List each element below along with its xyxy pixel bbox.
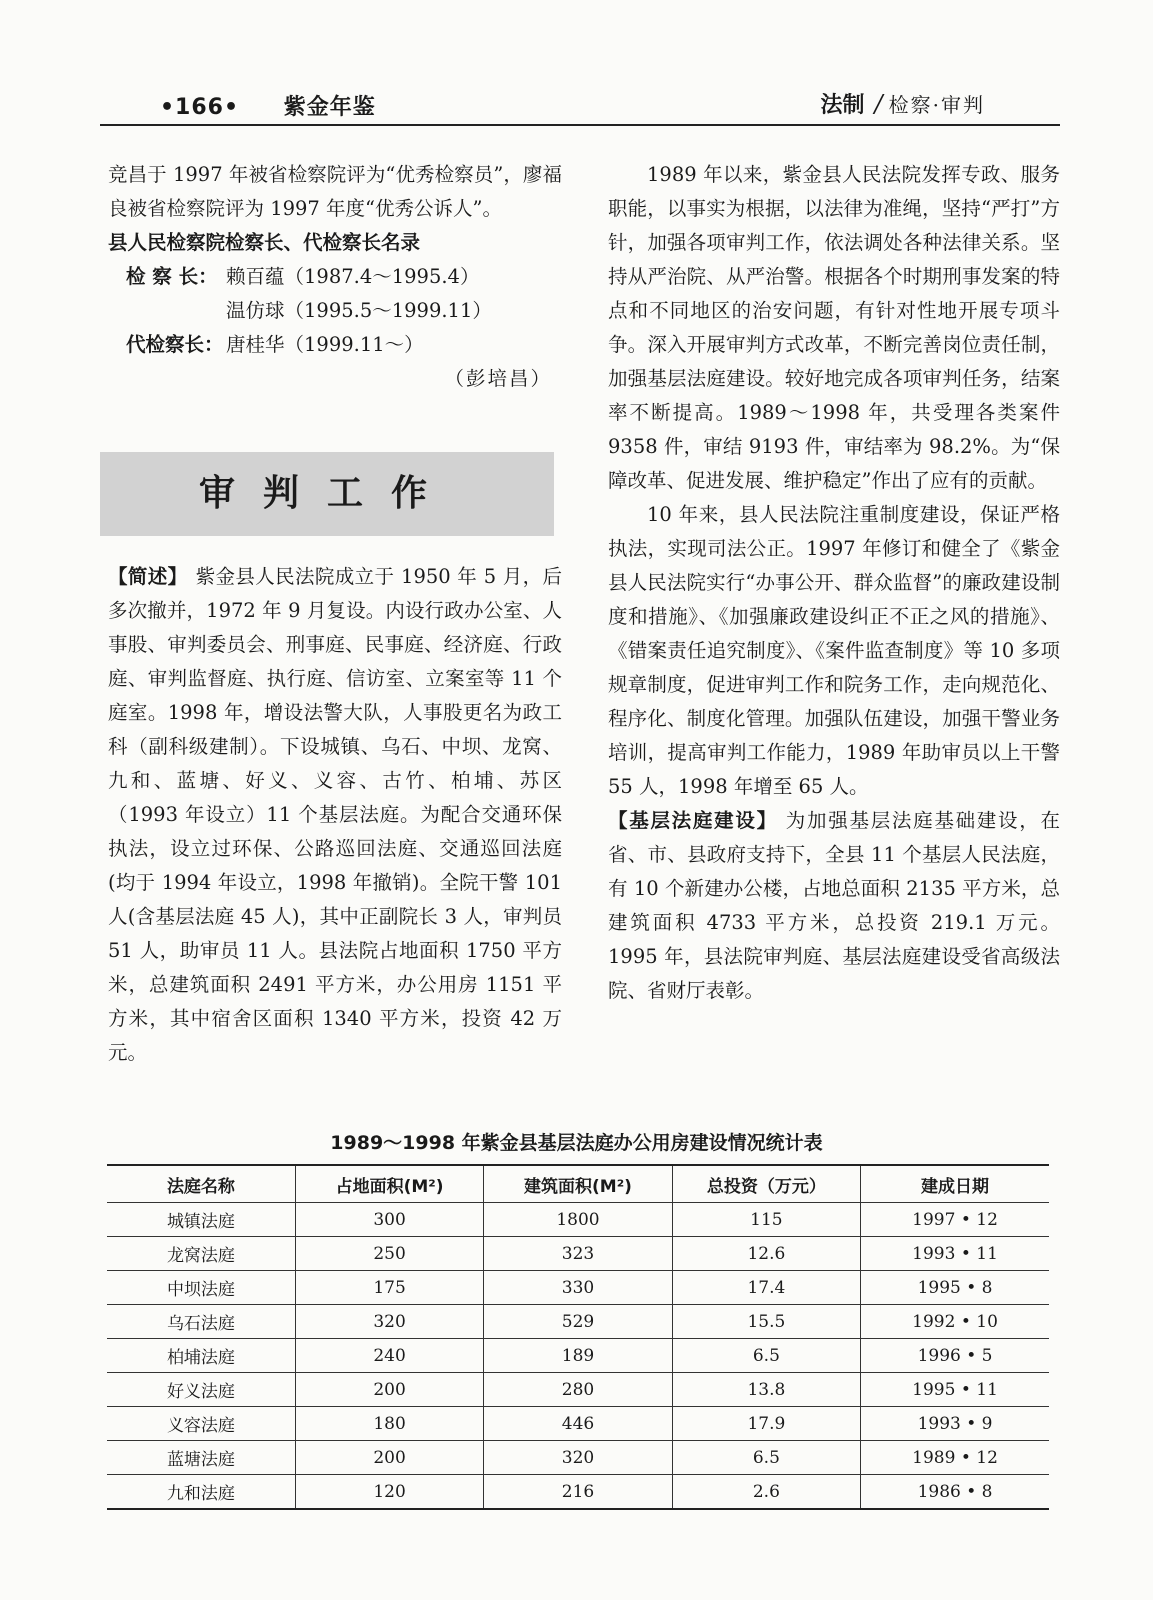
cell-floor-area: 280 (484, 1373, 672, 1407)
cell-floor-area: 189 (484, 1339, 672, 1373)
cell-court: 城镇法庭 (107, 1203, 295, 1237)
cell-investment: 12.6 (672, 1237, 860, 1271)
cell-floor-area: 323 (484, 1237, 672, 1271)
paragraph: 1989 年以来，紫金县人民法院发挥专政、服务职能，以事实为根据，以法律为准绳，坚持“严打”方针，加强各项审判工作，依法调处各种法律关系。坚持从严治院、从严治警。根据各个时期刑事发案的特点和不同地区的治安问题，有针对性地开展专项斗争。深入开展审判方式改革，不断完善岗位责任制，加强基层法庭建设。较好地完成各项审判任务，结案率不断提高。1989～1998 年，共受理各类案件 9358 件，审结 9193 件，审结率为 98.2%。为“保障改革、促进发展、维护稳定”作出了应有的贡献。 (608, 163, 1060, 492)
table-row (107, 1441, 1049, 1475)
table-row (107, 1373, 1049, 1407)
cell-completion-date: 1996 • 5 (861, 1339, 1049, 1373)
right-column (608, 158, 1060, 1008)
cell-court: 柏埔法庭 (107, 1339, 295, 1373)
roster-entry (108, 260, 562, 294)
cell-court: 中坝法庭 (107, 1271, 295, 1305)
cell-land-area: 240 (295, 1339, 483, 1373)
cell-land-area: 300 (295, 1203, 483, 1237)
cell-land-area: 180 (295, 1407, 483, 1441)
column-header: 占地面积(M²) (295, 1165, 483, 1203)
cell-floor-area: 216 (484, 1475, 672, 1510)
book-title: 紫金年鉴 (283, 95, 376, 120)
cell-floor-area: 1800 (484, 1203, 672, 1237)
cell-completion-date: 1993 • 9 (861, 1407, 1049, 1441)
cell-floor-area: 320 (484, 1441, 672, 1475)
continuation-paragraph: 竞昌于 1997 年被省检察院评为“优秀检察员”，廖福良被省检察院评为 1997 年度“优秀公诉人”。 (108, 163, 562, 220)
cell-completion-date: 1986 • 8 (861, 1475, 1049, 1510)
table-row (107, 1203, 1049, 1237)
cell-floor-area: 529 (484, 1305, 672, 1339)
cell-completion-date: 1992 • 10 (861, 1305, 1049, 1339)
court-building-table (107, 1164, 1049, 1510)
cell-land-area: 120 (295, 1475, 483, 1510)
cell-investment: 6.5 (672, 1339, 860, 1373)
cell-land-area: 175 (295, 1271, 483, 1305)
cell-investment: 17.9 (672, 1407, 860, 1441)
cell-completion-date: 1995 • 11 (861, 1373, 1049, 1407)
table-row (107, 1407, 1049, 1441)
grassroots-text: 为加强基层法庭基础建设，在省、市、县政府支持下，全县 11 个基层人民法庭，有 10 个新建办公楼，占地总面积 2135 平方米，总建筑面积 4733 平方米，总投资 219.1 万元。1995 年，县法院审判庭、基层法庭建设受省高级法院、省财厅表彰。 (608, 809, 1060, 1002)
roster-label: 检 察 长： (126, 265, 218, 288)
cell-investment: 15.5 (672, 1305, 860, 1339)
cell-investment: 13.8 (672, 1373, 860, 1407)
cell-court: 龙窝法庭 (107, 1237, 295, 1271)
cell-court: 蓝塘法庭 (107, 1441, 295, 1475)
author-signature: （彭培昌） (444, 367, 552, 390)
grassroots-tag: 【基层法庭建设】 (608, 809, 778, 832)
cell-court: 义容法庭 (107, 1407, 295, 1441)
cell-investment: 6.5 (672, 1441, 860, 1475)
cell-investment: 115 (672, 1203, 860, 1237)
roster-label: 代检察长： (126, 333, 224, 356)
cell-completion-date: 1997 • 12 (861, 1203, 1049, 1237)
cell-land-area: 200 (295, 1373, 483, 1407)
overview-tag: 【简述】 (108, 565, 188, 588)
roster-label (108, 294, 226, 328)
column-header: 建筑面积(M²) (484, 1165, 672, 1203)
table-title: 1989～1998 年紫金县基层法庭办公用房建设情况统计表 (330, 1132, 823, 1154)
column-header: 建成日期 (861, 1165, 1049, 1203)
cell-land-area: 200 (295, 1441, 483, 1475)
subsection-name: 检察·审判 (888, 93, 985, 117)
table-row (107, 1475, 1049, 1510)
cell-completion-date: 1989 • 12 (861, 1441, 1049, 1475)
left-column (108, 158, 562, 1070)
cell-investment: 17.4 (672, 1271, 860, 1305)
roster-value: 唐桂华（1999.11～） (226, 333, 424, 356)
header-rule (100, 124, 1060, 126)
paragraph: 10 年来，县人民法院注重制度建设，保证严格执法，实现司法公正。1997 年修订和健全了《紫金县人民法院实行“办事公开、群众监督”的廉政建设制度和措施》、《加强廉政建设纠正不正之风的措施》、《错案责任追究制度》、《案件监查制度》等 10 多项规章制度，促进审判工作和院务工作，走向规范化、程序化、制度化管理。加强队伍建设，加强干警业务培训，提高审判工作能力，1989 年助审员以上干警 55 人，1998 年增至 65 人。 (608, 503, 1060, 798)
section-name: 法制 (820, 93, 865, 118)
table-row (107, 1237, 1049, 1271)
roster-value: 温仿球（1995.5～1999.11） (226, 299, 492, 322)
cell-land-area: 250 (295, 1237, 483, 1271)
cell-court: 九和法庭 (107, 1475, 295, 1510)
cell-land-area: 320 (295, 1305, 483, 1339)
overview-text: 紫金县人民法院成立于 1950 年 5 月，后多次撤并，1972 年 9 月复设。内设行政办公室、人事股、审判委员会、刑事庭、民事庭、经济庭、行政庭、审判监督庭、执行庭、信访室、立案室等 11 个庭室。1998 年，增设法警大队，人事股更名为政工科（副科级建制）。下设城镇、乌石、中坝、龙窝、九和、蓝塘、好义、义容、古竹、柏埔、苏区（1993 年设立）11 个基层法庭。为配合交通环保执法，设立过环保、公路巡回法庭、交通巡回法庭(均于 1994 年设立，1998 年撤销)。全院干警 101 人(含基层法庭 45 人)，其中正副院长 3 人，审判员 51 人，助审员 11 人。县法院占地面积 1750 平方米，总建筑面积 2491 平方米，办公用房 1151 平方米，其中宿舍区面积 1340 平方米，投资 42 万元。 (108, 565, 562, 1064)
roster-entry (108, 294, 562, 328)
table-row (107, 1271, 1049, 1305)
roster-heading: 县人民检察院检察长、代检察长名录 (108, 231, 421, 254)
running-header-right (821, 88, 985, 119)
running-header-left (160, 90, 376, 121)
roster-entry (108, 328, 562, 362)
cell-court: 好义法庭 (107, 1373, 295, 1407)
column-header: 总投资（万元） (672, 1165, 860, 1203)
cell-court: 乌石法庭 (107, 1305, 295, 1339)
page-number: •166• (160, 95, 240, 120)
table-row (107, 1339, 1049, 1373)
header-slash: / (874, 90, 883, 118)
cell-floor-area: 446 (484, 1407, 672, 1441)
table-header-row (107, 1165, 1049, 1203)
cell-completion-date: 1995 • 8 (861, 1271, 1049, 1305)
cell-completion-date: 1993 • 11 (861, 1237, 1049, 1271)
cell-floor-area: 330 (484, 1271, 672, 1305)
table-row (107, 1305, 1049, 1339)
section-title-banner: 审判工作 (100, 452, 554, 536)
column-header: 法庭名称 (107, 1165, 295, 1203)
cell-investment: 2.6 (672, 1475, 860, 1510)
roster-value: 赖百蕴（1987.4～1995.4） (226, 265, 480, 288)
